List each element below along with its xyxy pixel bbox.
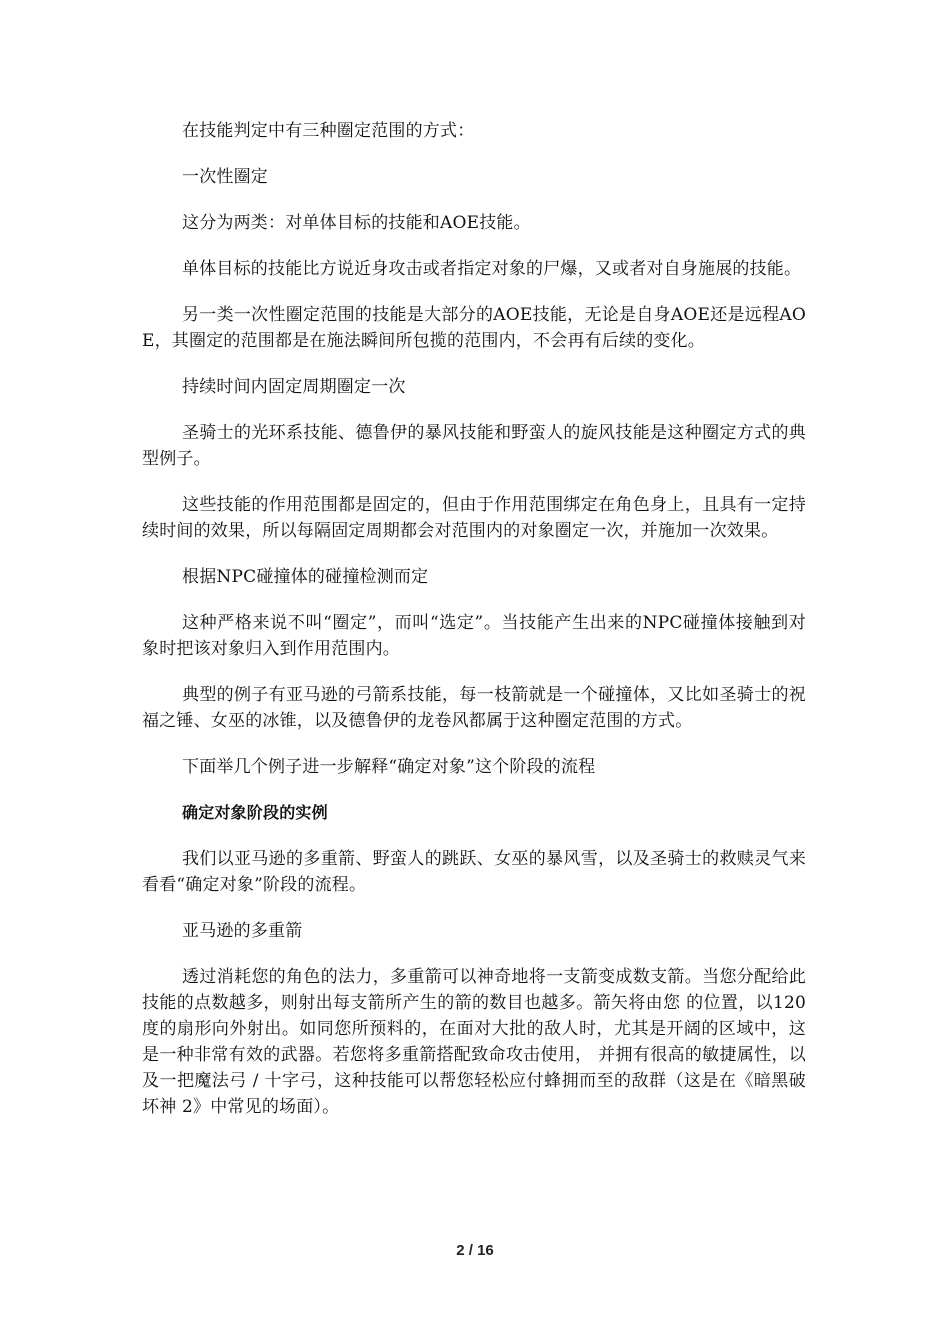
paragraph: 单体目标的技能比方说近身攻击或者指定对象的尸爆，又或者对自身施展的技能。: [182, 259, 802, 279]
section-heading: 确定对象阶段的实例: [182, 803, 328, 822]
paragraph: 在技能判定中有三种圈定范围的方式：: [182, 121, 475, 141]
paragraph: 这些技能的作用范围都是固定的，但由于作用范围绑定在角色身上，且具有一定持续时间的效果，所以每隔固定周期都会对范围内的对象圈定一次，并施加一次效果。: [142, 495, 806, 541]
paragraph: 这种严格来说不叫“圈定”，而叫“选定”。当技能产生出来的NPC碰撞体接触到对象时把该对象归入到作用范围内。: [142, 613, 806, 659]
paragraph: 亚马逊的多重箭: [182, 921, 303, 941]
paragraph: 圣骑士的光环系技能、德鲁伊的暴风技能和野蛮人的旋风技能是这种圈定方式的典型例子。: [142, 423, 806, 469]
paragraph: 一次性圈定: [182, 167, 268, 187]
paragraph: 持续时间内固定周期圈定一次: [182, 377, 406, 397]
paragraph: 透过消耗您的角色的法力，多重箭可以神奇地将一支箭变成数支箭。当您分配给此技能的点数越多，则射出每支箭所产生的箭的数目也越多。箭矢将由您 的位置，以120度的扇形向外射出。如同您所预料的，在面对大批的敌人时，尤其是开阔的区域中，这是一种非常有效的武器。若您将多重箭搭配致命攻击使用， 并拥有很高的敏捷属性，以及一把魔法弓 / 十字弓，这种技能可以帮您轻松应付蜂拥而至的敌群（这是在《暗黑破坏神 2》中常见的场面）。: [142, 967, 806, 1117]
paragraph: 这分为两类：对单体目标的技能和AOE技能。: [182, 213, 531, 233]
page-number: 2 / 16: [456, 1242, 494, 1259]
paragraph: 我们以亚马逊的多重箭、野蛮人的跳跃、女巫的暴风雪，以及圣骑士的救赎灵气来看看“确定对象”阶段的流程。: [142, 849, 806, 895]
paragraph: 根据NPC碰撞体的碰撞检测而定: [182, 567, 429, 587]
paragraph: 典型的例子有亚马逊的弓箭系技能，每一枝箭就是一个碰撞体，又比如圣骑士的祝福之锤、女巫的冰锥，以及德鲁伊的龙卷风都属于这种圈定范围的方式。: [142, 685, 806, 731]
document-body: [142, 118, 806, 1140]
paragraph: 下面举几个例子进一步解释“确定对象”这个阶段的流程: [182, 757, 596, 777]
paragraph: 另一类一次性圈定范围的技能是大部分的AOE技能，无论是自身AOE还是远程AOE，其圈定的范围都是在施法瞬间所包揽的范围内，不会再有后续的变化。: [142, 305, 806, 351]
